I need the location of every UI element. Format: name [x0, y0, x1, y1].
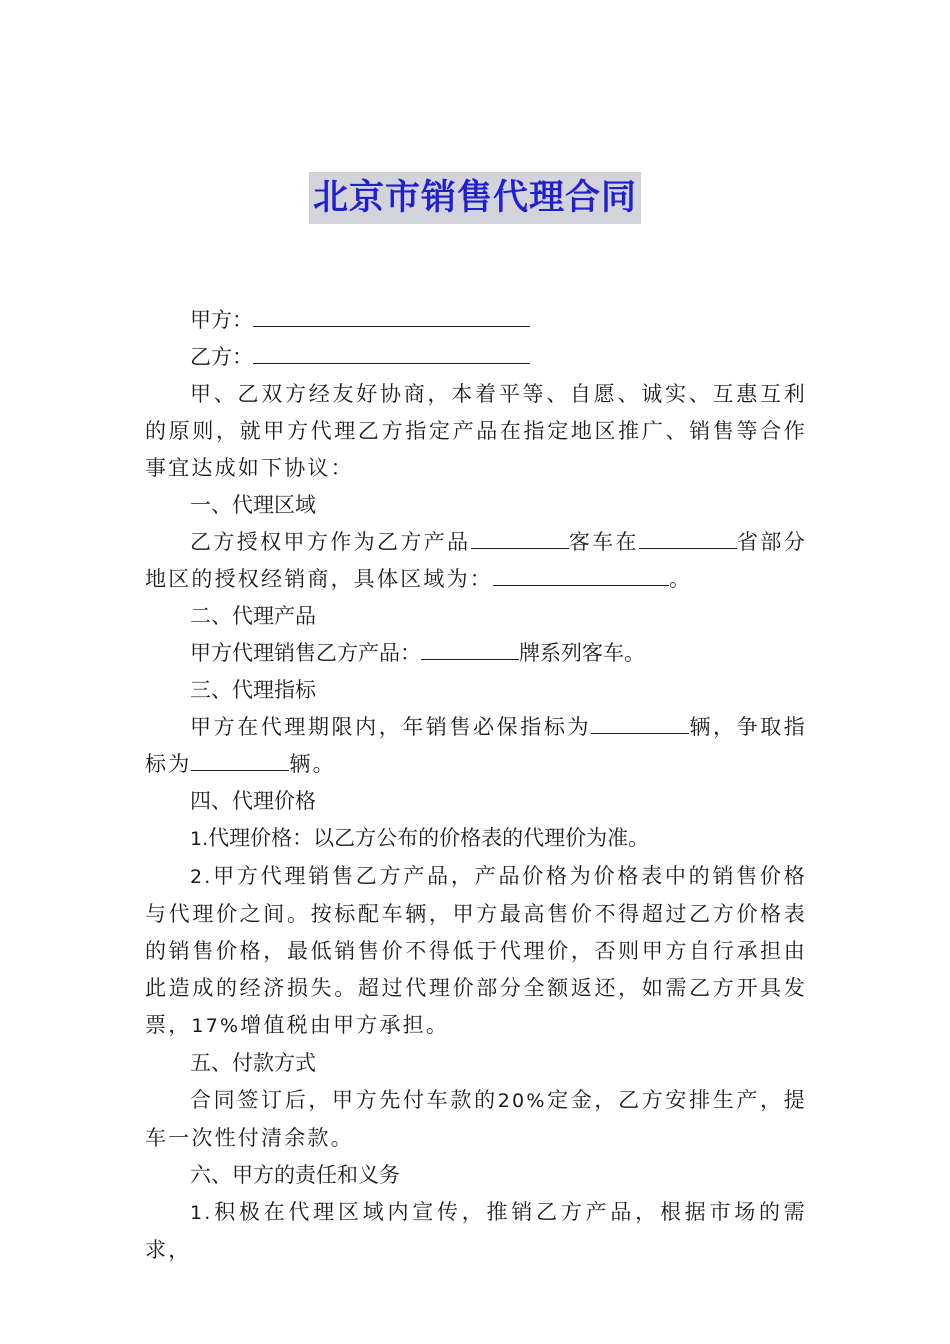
s2-text-b: 牌系列客车。	[519, 641, 645, 665]
party-b-label: 乙方：	[190, 345, 253, 369]
s2-text-a: 甲方代理销售乙方产品：	[190, 641, 421, 665]
party-a-blank[interactable]	[253, 302, 530, 327]
title-container	[0, 172, 950, 224]
section-3-paragraph	[145, 709, 807, 783]
party-a-label: 甲方：	[190, 308, 253, 332]
province-blank[interactable]	[639, 524, 737, 549]
s1-text-b: 客车在	[568, 530, 639, 554]
brand-blank[interactable]	[421, 635, 519, 660]
s4-item1-text: 代理价格：以乙方公布的价格表的代理价为准。	[208, 826, 650, 850]
min-target-blank[interactable]	[591, 709, 689, 734]
s4-item1-number: 1.	[190, 828, 209, 850]
s1-text-d: 。	[669, 567, 693, 591]
section-1-paragraph	[145, 524, 807, 598]
section-5-heading: 五、付款方式	[190, 1051, 316, 1075]
s3-text-b: 辆，争取指标为	[145, 715, 807, 776]
document-title: 北京市销售代理合同	[309, 172, 641, 224]
s1-text-a: 乙方授权甲方作为乙方产品	[190, 530, 471, 554]
party-b-line	[145, 339, 807, 376]
s1-text-c: 省部分地区的授权经销商，具体区域为：	[145, 530, 807, 591]
s4-item2-text: 甲方代理销售乙方产品，产品价格为价格表中的销售价格与代理价之间。按标配车辆，甲方最高售价不得超过乙方价格表的销售价格，最低销售价不得低于代理价，否则甲方自行承担由此造成的经济损失。超过代理价部分全额返还，如需乙方开具发票，	[145, 864, 807, 1037]
s6-item1-text: 积极在代理区域内宣传，推销乙方产品，根据市场的需求，	[145, 1200, 807, 1262]
product-blank[interactable]	[471, 524, 569, 549]
section-4-item-1	[145, 820, 807, 858]
s3-text-c: 辆。	[289, 752, 336, 776]
section-4-heading: 四、代理价格	[190, 789, 316, 813]
s4-item2-percent: 17%	[191, 1015, 241, 1037]
section-6-item-1	[145, 1194, 807, 1269]
s4-item2-number: 2.	[190, 866, 213, 888]
section-5-paragraph	[145, 1082, 807, 1157]
party-b-blank[interactable]	[253, 339, 530, 364]
section-1-heading: 一、代理区域	[190, 493, 316, 517]
s6-item1-number: 1.	[190, 1202, 213, 1224]
region-blank[interactable]	[493, 561, 669, 586]
document-body	[145, 302, 807, 1269]
s5-text-a: 合同签订后，甲方先付车款的	[190, 1088, 498, 1112]
section-3-heading: 三、代理指标	[190, 678, 316, 702]
section-6-heading: 六、甲方的责任和义务	[190, 1163, 400, 1187]
section-2-paragraph	[145, 635, 807, 672]
s5-text-b: 定金，乙方安排生产，提车一次性付清余款。	[145, 1088, 807, 1150]
party-a-line	[145, 302, 807, 339]
s4-item2-tail: 增值税由甲方承担。	[240, 1013, 450, 1037]
intro-paragraph: 甲、乙双方经友好协商，本着平等、自愿、诚实、互惠互利的原则，就甲方代理乙方指定产品在指定地区推广、销售等合作事宜达成如下协议：	[145, 382, 807, 480]
section-4-item-2	[145, 858, 807, 1045]
goal-target-blank[interactable]	[191, 746, 289, 771]
s3-text-a: 甲方在代理期限内，年销售必保指标为	[190, 715, 592, 739]
section-2-heading: 二、代理产品	[190, 604, 316, 628]
s5-percent: 20%	[497, 1090, 547, 1112]
